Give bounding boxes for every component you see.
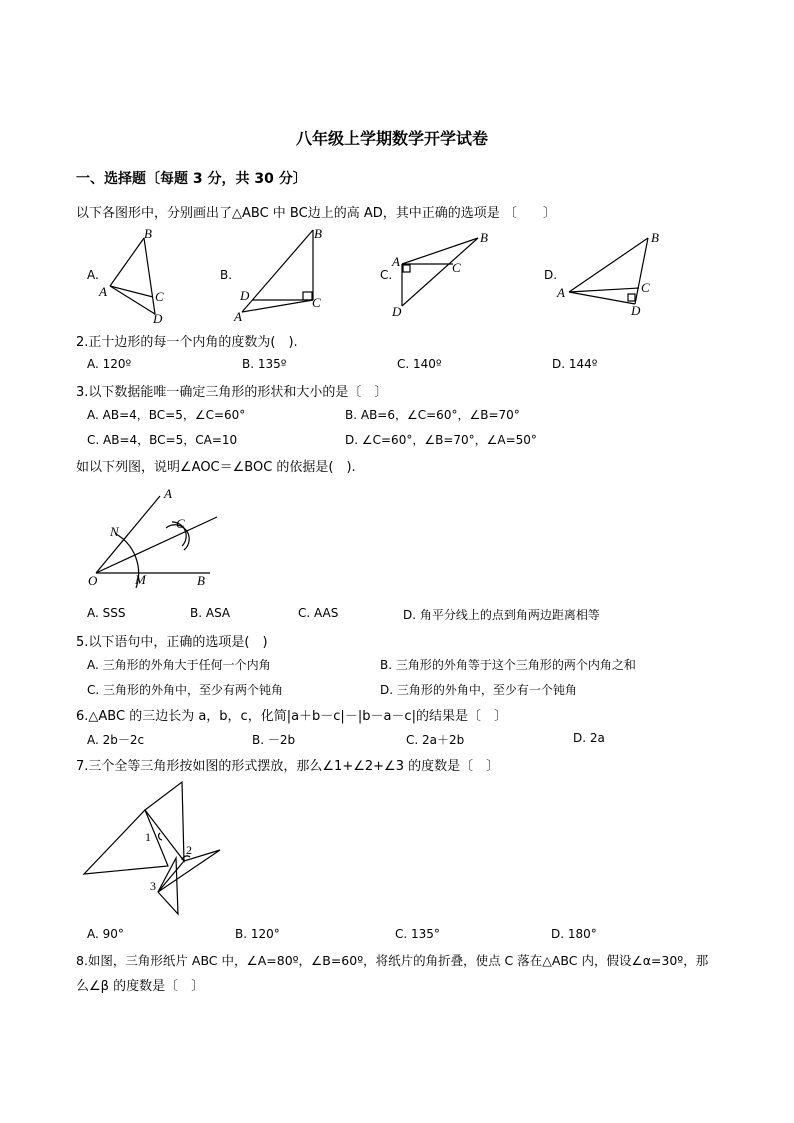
- q2-option-c: C. 140º: [397, 357, 442, 371]
- question-7: 7.三个全等三角形按如图的形式摆放，那么∠1+∠2+∠3 的度数是〔 〕: [76, 759, 500, 774]
- q1-option-d-label: D.: [544, 268, 558, 282]
- q6-option-a: A. 2b－2c: [87, 733, 145, 747]
- q4-option-b: B. ASA: [190, 606, 231, 620]
- q3-option-c: C. AB=4，BC=5，CA=10: [87, 433, 238, 447]
- q2-option-a: A. 120º: [87, 357, 132, 371]
- question-8-line-1: 8.如图，三角形纸片 ABC 中，∠A=80º，∠B=60º，将纸片的角折叠，使点 C 落在△ABC 内，假设∠α=30º，那: [76, 953, 709, 968]
- q1-b-label-c: C: [312, 295, 321, 310]
- q1-b-label-d: D: [240, 288, 250, 303]
- question-3: 3.以下数据能唯一确定三角形的形状和大小的是〔 〕: [76, 385, 388, 400]
- q7-option-d: D. 180°: [551, 927, 597, 941]
- q7-triangles-figure: [82, 778, 227, 918]
- q1-a-label-a: A: [99, 284, 107, 299]
- q7-option-b: B. 120°: [235, 927, 280, 941]
- q1-d-label-a: A: [557, 285, 565, 300]
- q7-label-2: 2: [186, 843, 192, 857]
- q4-option-d: D. 角平分线上的点到角两边距离相等: [403, 608, 600, 622]
- q4-label-b: B: [197, 573, 205, 588]
- q1-option-a-label: A.: [87, 268, 99, 282]
- q1-figure-b: [232, 224, 332, 326]
- question-2: 2.正十边形的每一个内角的度数为( ).: [76, 335, 298, 350]
- question-8-line-2: 么∠β 的度数是〔 〕: [76, 979, 205, 994]
- q2-option-b: B. 135º: [242, 357, 287, 371]
- question-1: 以下各图形中，分别画出了△ABC 中 BC边上的高 AD，其中正确的选项是 〔 〕: [76, 206, 556, 221]
- q1-c-label-a: A: [392, 254, 400, 269]
- q2-option-d: D. 144º: [552, 357, 598, 371]
- q1-figure-c: [390, 228, 500, 320]
- q5-option-b: B. 三角形的外角等于这个三角形的两个内角之和: [380, 658, 636, 672]
- section-heading: 一、选择题〔每题 3 分，共 30 分〕: [76, 171, 307, 187]
- q1-c-label-c: C: [452, 260, 461, 275]
- q1-c-label-d: D: [392, 304, 402, 319]
- q6-option-d: D. 2a: [573, 731, 605, 745]
- q4-label-m: M: [135, 572, 146, 587]
- q5-option-a: A. 三角形的外角大于任何一个内角: [87, 658, 271, 672]
- q4-angle-figure: [84, 484, 224, 592]
- q4-option-c: C. AAS: [298, 606, 339, 620]
- q1-a-label-c: C: [155, 289, 164, 304]
- q1-d-label-b: B: [651, 230, 659, 245]
- q1-a-label-b: B: [144, 226, 152, 241]
- q1-figure-d: [555, 226, 667, 320]
- q4-label-o: O: [88, 573, 98, 588]
- q7-option-a: A. 90°: [87, 927, 124, 941]
- q4-label-n: N: [110, 524, 119, 539]
- q6-option-b: B. －2b: [252, 733, 296, 747]
- question-4: 如以下列图，说明∠AOC＝∠BOC 的依据是( ).: [76, 460, 356, 475]
- q4-option-a: A. SSS: [87, 606, 126, 620]
- q1-figure-a: [95, 226, 175, 326]
- q4-label-c: C: [176, 516, 185, 531]
- q7-option-c: C. 135°: [395, 927, 440, 941]
- q1-b-label-b: B: [314, 226, 322, 241]
- q3-option-d: D. ∠C=60°，∠B=70°，∠A=50°: [345, 433, 537, 447]
- q1-option-c-label: C.: [380, 268, 393, 282]
- q7-label-3: 3: [150, 879, 156, 893]
- q5-option-d: D. 三角形的外角中，至少有一个钝角: [380, 683, 577, 697]
- q1-a-label-d: D: [153, 311, 163, 326]
- q1-d-label-d: D: [631, 303, 641, 318]
- q7-label-1: 1: [145, 830, 151, 844]
- q4-label-a: A: [164, 486, 172, 501]
- q5-option-c: C. 三角形的外角中，至少有两个钝角: [87, 683, 284, 697]
- q1-d-label-c: C: [641, 280, 650, 295]
- q1-b-label-a: A: [234, 309, 242, 324]
- q6-option-c: C. 2a＋2b: [406, 733, 465, 747]
- page-title: 八年级上学期数学开学试卷: [296, 129, 489, 148]
- q3-option-b: B. AB=6，∠C=60°，∠B=70°: [345, 408, 520, 422]
- q1-c-label-b: B: [480, 230, 488, 245]
- q3-option-a: A. AB=4，BC=5，∠C=60°: [87, 408, 246, 422]
- q1-option-b-label: B.: [220, 268, 233, 282]
- question-6: 6.△ABC 的三边长为 a，b，c，化简|a＋b－c|－|b－a－c|的结果是〔 〕: [76, 709, 507, 724]
- question-5: 5.以下语句中，正确的选项是( ): [76, 635, 268, 650]
